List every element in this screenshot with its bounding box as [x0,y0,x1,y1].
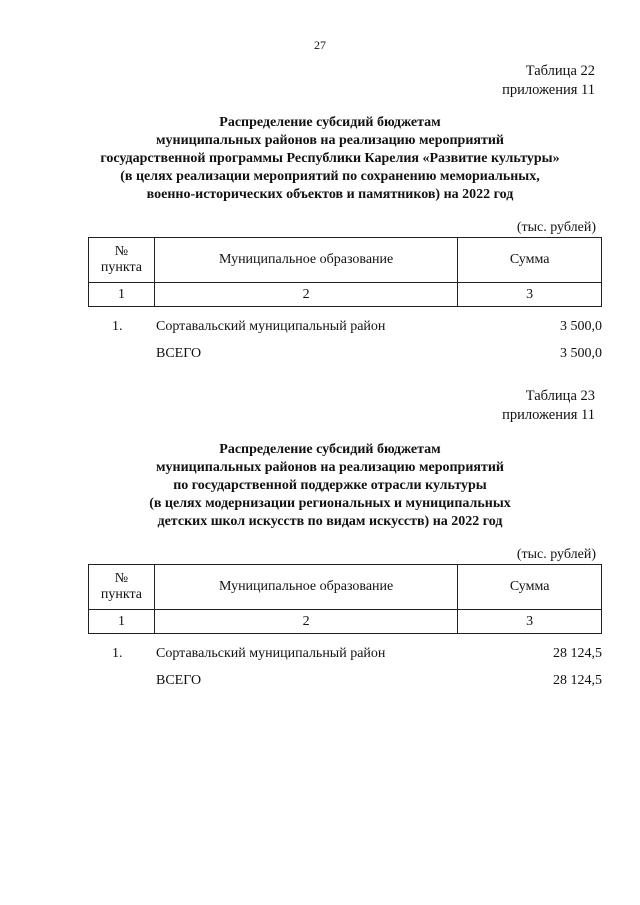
title-line: Распределение субсидий бюджетам [219,442,441,457]
title-line: муниципальных районов на реализацию мероприятий [156,133,504,148]
title-line: государственной программы Республики Карелия «Развитие культуры» [100,151,560,166]
title-line: военно-исторических объектов и памятников) на 2022 год [146,187,514,202]
title-line: Распределение субсидий бюджетам [219,115,441,130]
header-number-line: пункта [100,260,143,275]
header-municipality-cell: Муниципальное образование [154,565,457,610]
table-ref-line: Таблица 23 [525,388,595,404]
column-number-cell: 2 [154,283,457,307]
page-number: 27 [314,38,326,52]
table-header [88,237,602,307]
column-number-cell: 1 [89,283,155,307]
row-number: 1. [112,646,123,661]
title-line: (в целях реализации мероприятий по сохранению мемориальных, [120,169,540,184]
table-reference [502,62,595,100]
row-number: 1. [112,319,123,334]
total-label: ВСЕГО [156,673,202,688]
table-ref-line: Таблица 22 [525,63,595,79]
total-sum: 3 500,0 [560,346,602,361]
table-title [60,114,600,204]
header-number-line: № [114,244,129,259]
column-number-cell: 3 [458,283,602,307]
header-number-cell [89,565,155,610]
total-label: ВСЕГО [156,346,202,361]
header-sum-cell: Сумма [458,238,602,283]
table-title [60,441,600,531]
header-number-line: № [114,571,129,586]
header-sum-cell: Сумма [458,565,602,610]
header-number-cell [89,238,155,283]
title-line: детских школ искусств по видам искусств) на 2022 год [157,514,503,529]
units-label: (тыс. рублей) [516,547,596,562]
column-number-cell: 3 [458,610,602,634]
units-label: (тыс. рублей) [516,220,596,235]
table-header [88,564,602,634]
title-line: по государственной поддержке отрасли культуры [173,478,487,493]
column-number-cell: 2 [154,610,457,634]
table-reference [502,387,595,425]
row-sum: 3 500,0 [560,319,602,334]
appendix-ref-line: приложения 11 [502,82,595,98]
title-line: муниципальных районов на реализацию мероприятий [156,460,504,475]
column-number-cell: 1 [89,610,155,634]
title-line: (в целях модернизации региональных и муниципальных [149,496,511,511]
row-municipality: Сортавальский муниципальный район [156,646,386,661]
header-municipality-cell: Муниципальное образование [154,238,457,283]
row-sum: 28 124,5 [553,646,602,661]
appendix-ref-line: приложения 11 [502,407,595,423]
row-municipality: Сортавальский муниципальный район [156,319,386,334]
total-sum: 28 124,5 [553,673,602,688]
header-number-line: пункта [100,587,143,602]
